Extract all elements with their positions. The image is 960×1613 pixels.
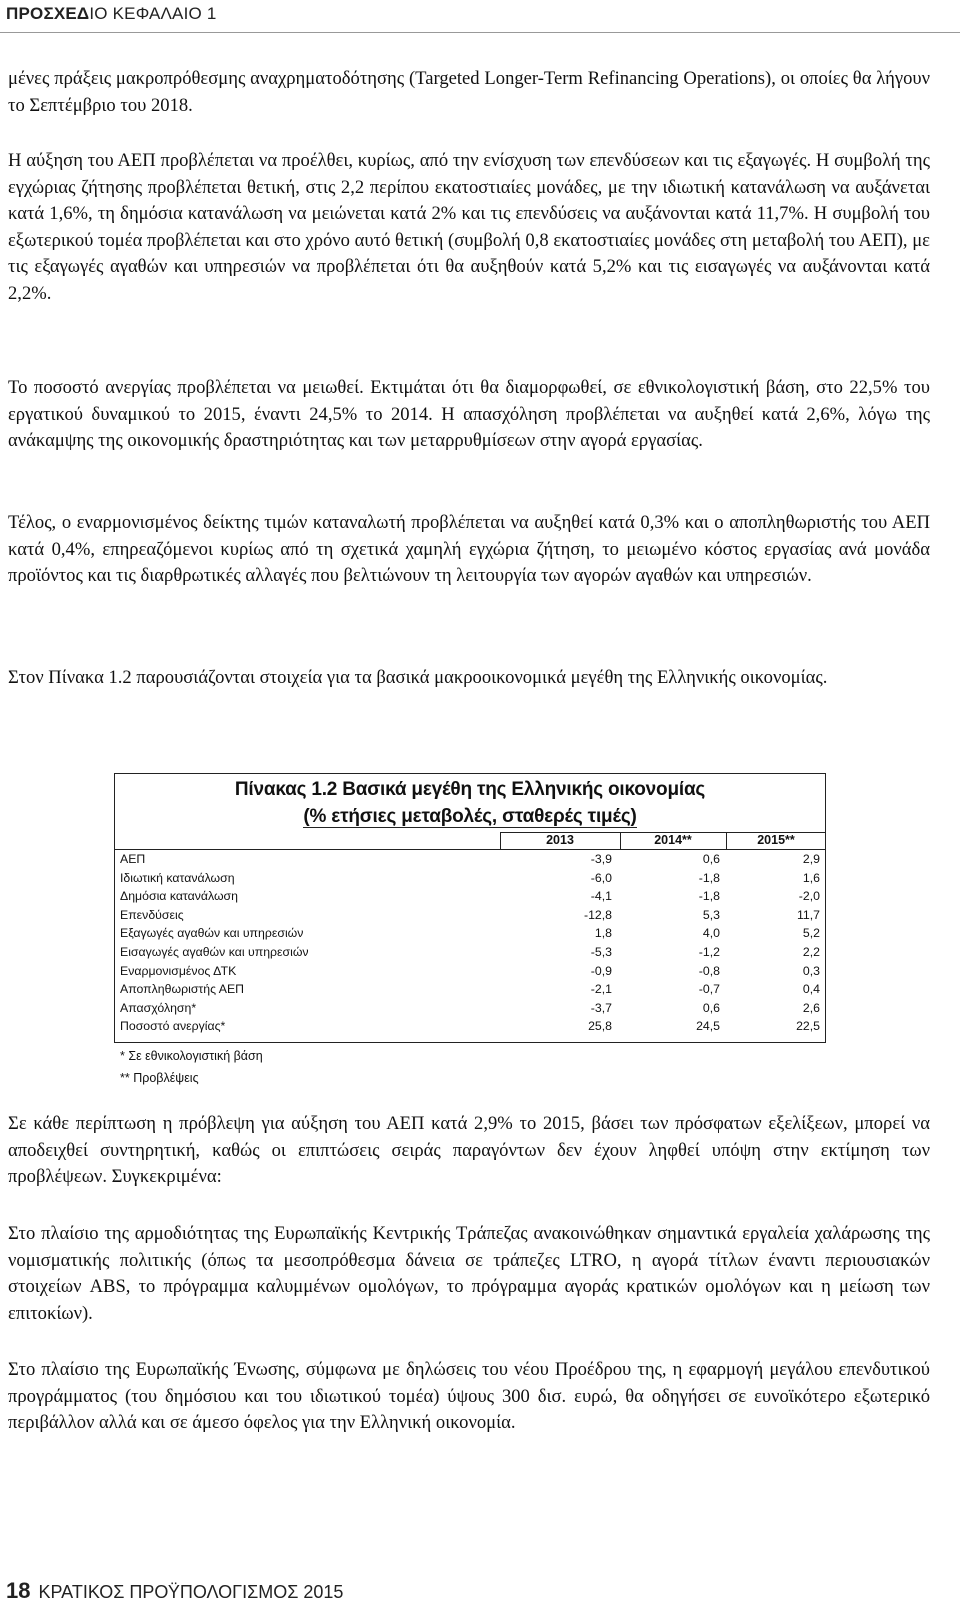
table-title: Πίνακας 1.2 Βασικά μεγέθη της Ελληνικής οικονομίας [234, 779, 706, 800]
table-row [114, 1000, 826, 1019]
row-value-2015: 2,9 [802, 852, 820, 866]
row-value-2013: -12,8 [583, 907, 612, 922]
table-notes [120, 1045, 263, 1089]
table-row [114, 981, 826, 1000]
row-value-2014: 5,3 [702, 907, 720, 922]
row-value-2013: -3,7 [590, 1000, 612, 1015]
row-value-2014: -0,7 [698, 982, 720, 997]
paragraph-4: Τέλος, ο εναρμονισμένος δείκτης τιμών καταναλωτή προβλέπεται να αυξηθεί κατά 0,3% και ο αποπληθωριστής του ΑΕΠ κατά 0,4%, επηρεαζόμενοι κυρίως από τη σχετικά χαμηλή εγχώρια ζήτηση, το μειωμένο κόστος εργασίας ανά μονάδα προϊόντος και τις διαρθρωτικές αλλαγές που βελτιώνουν τη λειτουργία των αγορών αγαθών και υπηρεσιών. [8, 512, 930, 586]
row-value-2013: -0,9 [590, 963, 612, 978]
table-note-1: * Σε εθνικολογιστική βάση [120, 1049, 263, 1063]
row-value-2015: 0,4 [802, 982, 820, 997]
paragraph-1: μένες πράξεις μακροπρόθεσμης αναχρηματοδότησης (Targeted Longer-Term Refinancing Operations), οι οποίες θα λήγουν το Σεπτέμβριο του 2018. [8, 68, 930, 116]
row-label: Δημόσια κατανάλωση [120, 889, 238, 904]
paragraph-6: Σε κάθε περίπτωση η πρόβλεψη για αύξηση του ΑΕΠ κατά 2,9% το 2015, βάσει των πρόσφατων εξελίξεων, μπορεί να αποδειχθεί συντηρητική, καθώς οι επιπτώσεις σειράς παραγόντων δεν έχουν ληφθεί υπόψη στην εκτίμηση των προβλέψεων. Συγκεκριμένα: [8, 1113, 930, 1187]
table-row [114, 888, 826, 907]
column-header-2013: 2013 [546, 833, 574, 847]
table-row [114, 944, 826, 963]
header-bottom-rule [114, 849, 826, 850]
row-label: Αποπληθωριστής ΑΕΠ [120, 982, 245, 997]
row-value-2015: 0,3 [802, 963, 820, 978]
footer-title: ΚΡΑΤΙΚΟΣ ΠΡΟΫΠΟΛΟΓΙΣΜΟΣ 2015 [38, 1582, 344, 1602]
row-label: Απασχόληση* [120, 1000, 197, 1015]
row-value-2015: 11,7 [796, 907, 820, 922]
table-row [114, 851, 826, 870]
table-subtitle-text: (% ετήσιες μεταβολές, σταθερές τιμές) [303, 806, 637, 827]
row-label: Εισαγωγές αγαθών και υπηρεσιών [120, 944, 309, 959]
row-value-2013: -2,1 [590, 982, 612, 997]
paragraph-3: Το ποσοστό ανεργίας προβλέπεται να μειωθεί. Εκτιμάται ότι θα διαμορφωθεί, σε εθνικολογιστική βάση, στο 22,5% του εργατικού δυναμικού το 2015, έναντι 24,5% το 2014. Η απασχόληση προβλέπεται να αυξηθεί κατά 2,6%, λόγω της ανάκαμψης της οικονομικής δραστηριότητας και των μεταρρυθμίσεων στην αγορά εργασίας. [8, 377, 930, 451]
header-rest: ΙΟ ΚΕΦΑΛΑΙΟ 1 [89, 4, 217, 23]
row-value-2015: 1,6 [802, 870, 820, 885]
row-value-2014: 4,0 [702, 926, 720, 941]
row-value-2013: -3,9 [590, 852, 612, 866]
table-row [114, 925, 826, 944]
table-note-2: ** Προβλέψεις [120, 1071, 199, 1085]
header-divider [0, 32, 960, 33]
table-row [114, 907, 826, 926]
header-bold: ΠΡΟΣΧΕΔ [6, 4, 90, 23]
row-label: Ιδιωτική κατανάλωση [120, 870, 235, 885]
row-label: Ποσοστό ανεργίας* [120, 1019, 226, 1034]
table-row [114, 1018, 826, 1037]
macro-table [114, 773, 826, 1091]
row-value-2013: -6,0 [590, 870, 612, 885]
row-label: Επενδύσεις [120, 907, 184, 922]
row-value-2015: 5,2 [802, 926, 820, 941]
row-value-2014: 0,6 [702, 1000, 720, 1015]
row-value-2013: -4,1 [590, 889, 612, 904]
row-label: Εναρμονισμένος ΔΤΚ [120, 963, 237, 978]
row-value-2015: -2,0 [798, 889, 820, 904]
row-value-2013: -5,3 [590, 944, 612, 959]
column-header-2015: 2015** [757, 833, 795, 847]
row-value-2014: -1,8 [698, 870, 720, 885]
page-number: 18 [6, 1578, 31, 1603]
row-value-2015: 22,5 [796, 1019, 820, 1034]
table-row [114, 870, 826, 889]
paragraph-7: Στο πλαίσιο της αρμοδιότητας της Ευρωπαϊκής Κεντρικής Τράπεζας ανακοινώθηκαν σημαντικά εργαλεία χαλάρωσης της νομισματικής πολιτικής (όπως τα μεσοπρόθεσμα δάνεια σε τράπεζες LTRO, η αγορά τίτλων έναντι περιουσιακών στοιχείων ABS, το πρόγραμμα καλυμμένων ομολόγων, το πρόγραμμα αγοράς κρατικών ομολόγων και η μείωση των επιτοκίων). [8, 1223, 930, 1324]
row-label: Εξαγωγές αγαθών και υπηρεσιών [120, 926, 304, 941]
row-value-2014: 24,5 [696, 1019, 720, 1034]
paragraph-8: Στο πλαίσιο της Ευρωπαϊκής Ένωσης, σύμφωνα με δηλώσεις του νέου Προέδρου της, η εφαρμογή μεγάλου επενδυτικού προγράμματος (του δημόσιου και του ιδιωτικού τομέα) ύψους 300 δισ. ευρώ, θα οδηγήσει σε ευνοϊκότερο εξωτερικό περιβάλλον αλλά και σε άμεσο όφελος για την Ελληνική οικονομία. [8, 1359, 930, 1433]
table-row [114, 963, 826, 982]
row-value-2014: -1,2 [698, 944, 720, 959]
row-value-2013: 25,8 [588, 1019, 612, 1034]
table-subtitle [114, 806, 826, 828]
row-label: ΑΕΠ [120, 852, 146, 866]
row-value-2013: 1,8 [594, 926, 612, 941]
running-header [6, 4, 217, 24]
row-value-2015: 2,6 [802, 1000, 820, 1015]
row-value-2015: 2,2 [802, 944, 820, 959]
page-footer [6, 1578, 343, 1604]
paragraph-5: Στον Πίνακα 1.2 παρουσιάζονται στοιχεία για τα βασικά μακροοικονομικά μεγέθη της Ελληνικής οικονομίας. [8, 667, 828, 688]
column-header-2014: 2014** [654, 833, 692, 847]
row-value-2014: -1,8 [698, 889, 720, 904]
row-value-2014: 0,6 [702, 852, 720, 866]
paragraph-2: Η αύξηση του ΑΕΠ προβλέπεται να προέλθει, κυρίως, από την ενίσχυση των επενδύσεων και τις εξαγωγές. Η συμβολή της εγχώριας ζήτησης προβλέπεται θετική, στις 2,2 περίπου εκατοστιαίες μονάδες, με την ιδιωτική κατανάλωση να αυξάνεται κατά 1,6%, τη δημόσια κατανάλωση να μειώνεται κατά 2% και τις επενδύσεις να αυξάνονται κατά 11,7%. Η συμβολή του εξωτερικού τομέα προβλέπεται και στο χρόνο αυτό θετική (συμβολή 0,8 εκατοστιαίες μονάδες στη μεταβολή του ΑΕΠ), με τις εξαγωγές αγαθών και υπηρεσιών να προβλέπεται ότι θα αυξηθούν κατά 5,2% και τις εισαγωγές να αυξάνονται κατά 2,2%. [8, 150, 930, 304]
row-value-2014: -0,8 [698, 963, 720, 978]
table-body [114, 851, 826, 1037]
